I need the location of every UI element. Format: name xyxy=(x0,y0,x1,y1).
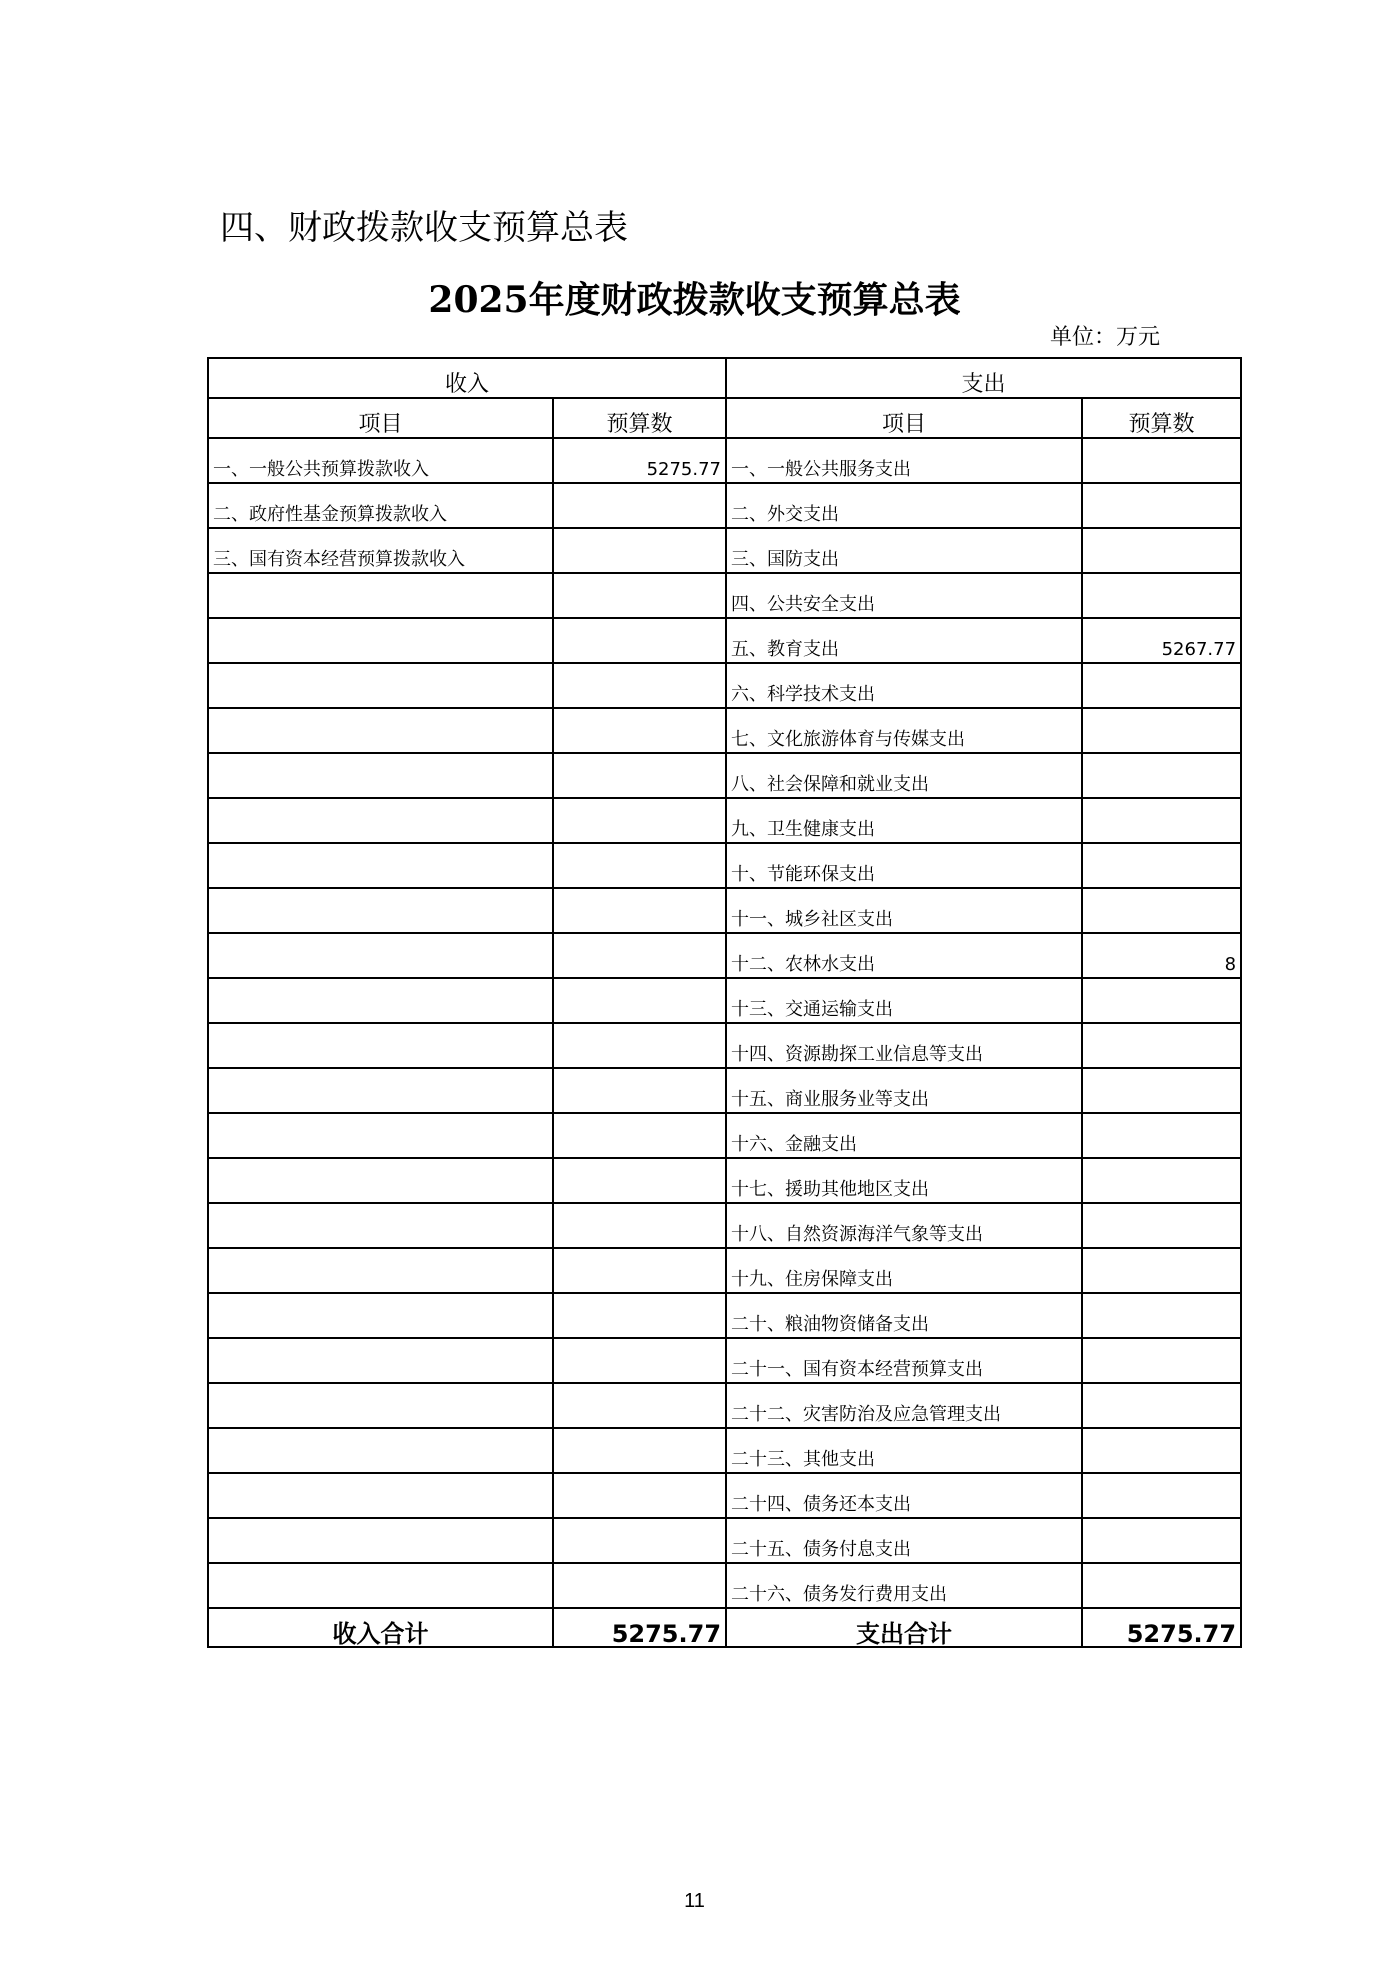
expense-item-cell: 二十五、债务付息支出 xyxy=(726,1518,1082,1563)
table-row xyxy=(208,528,1241,573)
income-item-cell xyxy=(208,1428,553,1473)
expense-item-cell: 二十六、债务发行费用支出 xyxy=(726,1563,1082,1608)
expense-amount-cell xyxy=(1082,438,1241,483)
table-row xyxy=(208,1338,1241,1383)
income-amount-cell xyxy=(553,888,726,933)
income-item-cell xyxy=(208,1203,553,1248)
expense-item-cell: 十六、金融支出 xyxy=(726,1113,1082,1158)
expense-item-cell: 十七、援助其他地区支出 xyxy=(726,1158,1082,1203)
income-amount-cell xyxy=(553,798,726,843)
income-amount-cell xyxy=(553,1068,726,1113)
header-expense-item: 项目 xyxy=(726,398,1082,438)
header-row-columns xyxy=(208,398,1241,438)
expense-amount-cell xyxy=(1082,1428,1241,1473)
income-amount-cell xyxy=(553,1563,726,1608)
expense-item-cell: 十九、住房保障支出 xyxy=(726,1248,1082,1293)
expense-item-cell: 二十、粮油物资储备支出 xyxy=(726,1293,1082,1338)
expense-amount-cell xyxy=(1082,1383,1241,1428)
totals-row xyxy=(208,1608,1241,1647)
expense-amount-cell xyxy=(1082,1563,1241,1608)
expense-amount-cell xyxy=(1082,798,1241,843)
income-amount-cell xyxy=(553,1023,726,1068)
table-row xyxy=(208,438,1241,483)
income-item-cell xyxy=(208,1023,553,1068)
expense-item-cell: 九、卫生健康支出 xyxy=(726,798,1082,843)
income-item-cell xyxy=(208,618,553,663)
expense-item-cell: 四、公共安全支出 xyxy=(726,573,1082,618)
table-row xyxy=(208,933,1241,978)
header-income: 收入 xyxy=(208,358,726,398)
expense-item-cell: 二、外交支出 xyxy=(726,483,1082,528)
income-item-cell xyxy=(208,1383,553,1428)
table-row xyxy=(208,843,1241,888)
income-item-cell xyxy=(208,1158,553,1203)
income-item-cell xyxy=(208,1293,553,1338)
income-item-cell xyxy=(208,1113,553,1158)
income-amount-cell xyxy=(553,1518,726,1563)
table-row xyxy=(208,618,1241,663)
income-amount-cell xyxy=(553,483,726,528)
income-amount-cell xyxy=(553,1293,726,1338)
expense-amount-cell xyxy=(1082,1158,1241,1203)
table-row xyxy=(208,1248,1241,1293)
expense-amount-cell: 5267.77 xyxy=(1082,618,1241,663)
expense-item-cell: 十四、资源勘探工业信息等支出 xyxy=(726,1023,1082,1068)
income-amount-cell xyxy=(553,618,726,663)
income-item-cell xyxy=(208,663,553,708)
expense-amount-cell xyxy=(1082,1203,1241,1248)
expense-amount-cell xyxy=(1082,483,1241,528)
expense-amount-cell xyxy=(1082,1113,1241,1158)
income-item-cell: 三、国有资本经营预算拨款收入 xyxy=(208,528,553,573)
table-row xyxy=(208,798,1241,843)
income-item-cell xyxy=(208,1563,553,1608)
income-amount-cell xyxy=(553,1248,726,1293)
income-item-cell xyxy=(208,1473,553,1518)
expense-item-cell: 二十三、其他支出 xyxy=(726,1428,1082,1473)
income-amount-cell: 5275.77 xyxy=(553,438,726,483)
income-amount-cell xyxy=(553,1338,726,1383)
expense-item-cell: 七、文化旅游体育与传媒支出 xyxy=(726,708,1082,753)
expense-item-cell: 二十二、灾害防治及应急管理支出 xyxy=(726,1383,1082,1428)
expense-item-cell: 六、科学技术支出 xyxy=(726,663,1082,708)
table-row xyxy=(208,1518,1241,1563)
expense-item-cell: 二十四、债务还本支出 xyxy=(726,1473,1082,1518)
income-amount-cell xyxy=(553,1203,726,1248)
expense-amount-cell xyxy=(1082,888,1241,933)
income-amount-cell xyxy=(553,528,726,573)
table-title: 2025年度财政拨款收支预算总表 xyxy=(428,279,961,321)
table-row xyxy=(208,573,1241,618)
income-amount-cell xyxy=(553,843,726,888)
expense-amount-cell xyxy=(1082,843,1241,888)
income-amount-cell xyxy=(553,1473,726,1518)
expense-amount-cell xyxy=(1082,753,1241,798)
income-amount-cell xyxy=(553,933,726,978)
table-row xyxy=(208,1113,1241,1158)
table-row xyxy=(208,1428,1241,1473)
table-row xyxy=(208,978,1241,1023)
expense-item-cell: 十八、自然资源海洋气象等支出 xyxy=(726,1203,1082,1248)
table-row xyxy=(208,1068,1241,1113)
income-item-cell xyxy=(208,1338,553,1383)
income-amount-cell xyxy=(553,1113,726,1158)
income-item-cell xyxy=(208,933,553,978)
expense-amount-cell xyxy=(1082,708,1241,753)
table-row xyxy=(208,1293,1241,1338)
expense-amount-cell xyxy=(1082,1518,1241,1563)
table-row xyxy=(208,1563,1241,1608)
expense-item-cell: 一、一般公共服务支出 xyxy=(726,438,1082,483)
expense-amount-cell xyxy=(1082,1023,1241,1068)
income-item-cell xyxy=(208,753,553,798)
page-number: 11 xyxy=(684,1890,705,1912)
income-amount-cell xyxy=(553,573,726,618)
expense-item-cell: 十、节能环保支出 xyxy=(726,843,1082,888)
expense-item-cell: 十一、城乡社区支出 xyxy=(726,888,1082,933)
income-total-amount: 5275.77 xyxy=(553,1608,726,1647)
income-total-label: 收入合计 xyxy=(208,1608,553,1647)
expense-item-cell: 十二、农林水支出 xyxy=(726,933,1082,978)
income-item-cell xyxy=(208,978,553,1023)
header-expense-amount: 预算数 xyxy=(1082,398,1241,438)
budget-table xyxy=(207,357,1242,1648)
income-item-cell xyxy=(208,1068,553,1113)
table-row xyxy=(208,1023,1241,1068)
income-amount-cell xyxy=(553,1383,726,1428)
expense-item-cell: 五、教育支出 xyxy=(726,618,1082,663)
table-row xyxy=(208,753,1241,798)
expense-total-label: 支出合计 xyxy=(726,1608,1082,1647)
expense-item-cell: 十三、交通运输支出 xyxy=(726,978,1082,1023)
expense-amount-cell xyxy=(1082,1473,1241,1518)
income-item-cell: 一、一般公共预算拨款收入 xyxy=(208,438,553,483)
table-row xyxy=(208,1383,1241,1428)
section-title: 四、财政拨款收支预算总表 xyxy=(220,208,628,248)
header-row-group xyxy=(208,358,1241,398)
income-item-cell xyxy=(208,708,553,753)
income-item-cell xyxy=(208,843,553,888)
income-amount-cell xyxy=(553,663,726,708)
expense-amount-cell xyxy=(1082,1068,1241,1113)
income-amount-cell xyxy=(553,978,726,1023)
income-amount-cell xyxy=(553,708,726,753)
income-amount-cell xyxy=(553,1428,726,1473)
expense-item-cell: 三、国防支出 xyxy=(726,528,1082,573)
expense-amount-cell xyxy=(1082,663,1241,708)
header-income-amount: 预算数 xyxy=(553,398,726,438)
table-row xyxy=(208,708,1241,753)
expense-amount-cell xyxy=(1082,528,1241,573)
table-row xyxy=(208,1158,1241,1203)
income-item-cell xyxy=(208,798,553,843)
header-expense: 支出 xyxy=(726,358,1241,398)
table-row xyxy=(208,663,1241,708)
expense-amount-cell xyxy=(1082,978,1241,1023)
table-row xyxy=(208,888,1241,933)
expense-item-cell: 十五、商业服务业等支出 xyxy=(726,1068,1082,1113)
table-row xyxy=(208,483,1241,528)
expense-amount-cell xyxy=(1082,1338,1241,1383)
expense-item-cell: 八、社会保障和就业支出 xyxy=(726,753,1082,798)
income-item-cell xyxy=(208,888,553,933)
unit-label: 单位：万元 xyxy=(1050,325,1161,350)
income-amount-cell xyxy=(553,1158,726,1203)
income-amount-cell xyxy=(553,753,726,798)
header-income-item: 项目 xyxy=(208,398,553,438)
expense-amount-cell xyxy=(1082,1293,1241,1338)
income-item-cell xyxy=(208,1248,553,1293)
expense-item-cell: 二十一、国有资本经营预算支出 xyxy=(726,1338,1082,1383)
income-item-cell: 二、政府性基金预算拨款收入 xyxy=(208,483,553,528)
expense-amount-cell xyxy=(1082,1248,1241,1293)
table-row xyxy=(208,1473,1241,1518)
expense-total-amount: 5275.77 xyxy=(1082,1608,1241,1647)
expense-amount-cell: 8 xyxy=(1082,933,1241,978)
income-item-cell xyxy=(208,573,553,618)
expense-amount-cell xyxy=(1082,573,1241,618)
table-row xyxy=(208,1203,1241,1248)
income-item-cell xyxy=(208,1518,553,1563)
